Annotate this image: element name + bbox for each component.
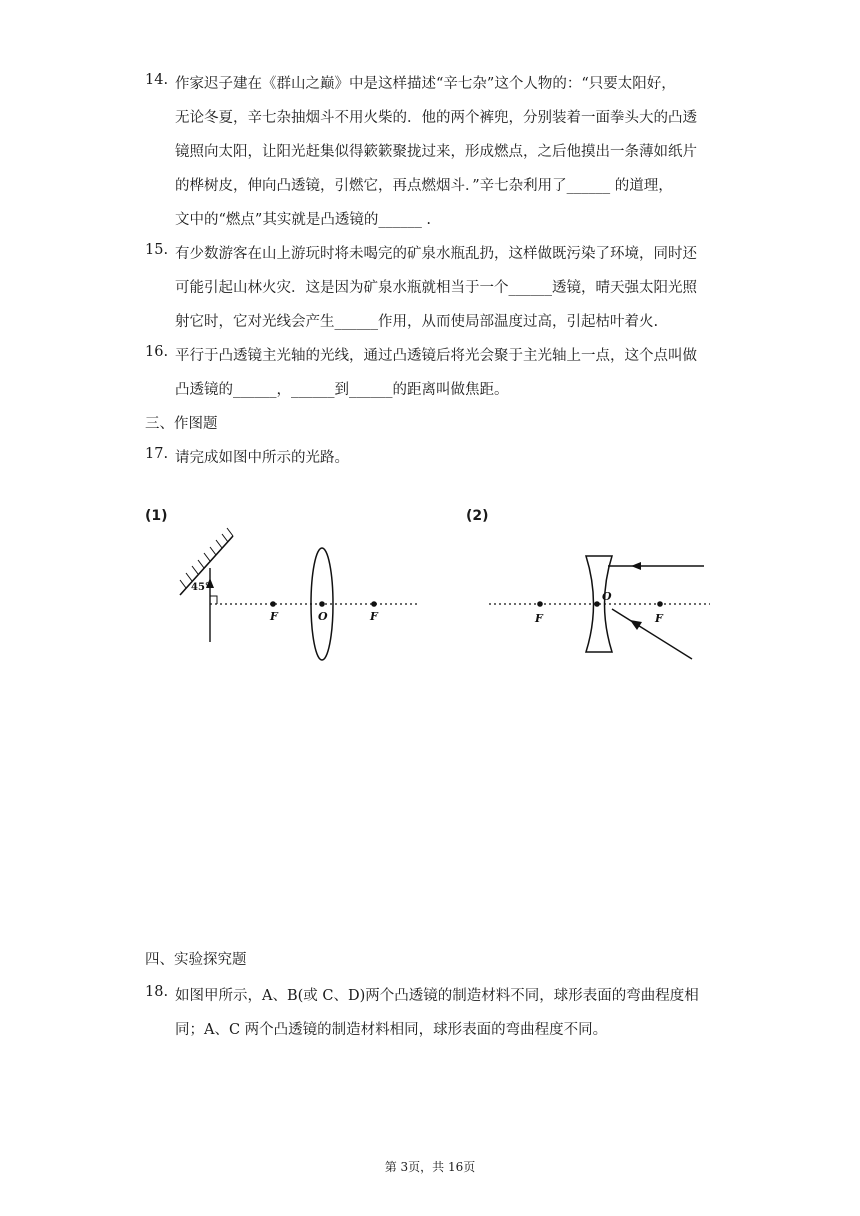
focus-label: F xyxy=(270,610,278,623)
optical-center xyxy=(319,601,325,607)
optics-figure xyxy=(0,520,860,720)
focus-point xyxy=(371,601,377,607)
section-heading-experiment: 四、实验探究题 xyxy=(145,952,247,968)
optical-center xyxy=(594,601,600,607)
question-number: 18. xyxy=(145,984,169,1000)
ray-arrow xyxy=(630,620,642,630)
question-number: 14. xyxy=(145,72,169,88)
question-text-line: 凸透镜的______，______到______的距离叫做焦距。 xyxy=(175,382,509,398)
question-text-line: 无论冬夏，辛七杂抽烟斗不用火柴的．他的两个裤兜，分别装着一面拳头大的凸透 xyxy=(175,110,697,126)
section-heading-drawing: 三、作图题 xyxy=(145,416,218,432)
question-text-line: 镜照向太阳，让阳光赶集似得簌簌聚拢过来，形成燃点，之后他摸出一条薄如纸片 xyxy=(175,144,697,160)
question-text-line: 有少数游客在山上游玩时将未喝完的矿泉水瓶乱扔，这样做既污染了环境，同时还 xyxy=(175,246,697,262)
page-footer: 第 3页，共 16页 xyxy=(384,1160,476,1174)
focus-point xyxy=(270,601,276,607)
focus-label: F xyxy=(655,612,663,625)
question-text-line: 的桦树皮，伸向凸透镜，引燃它，再点燃烟斗．”辛七杂利用了______ 的道理， xyxy=(175,178,673,194)
angle-label: 45° xyxy=(191,582,210,593)
question-text-line: 文中的“燃点”其实就是凸透镜的______ . xyxy=(175,212,432,228)
question-text-line: 可能引起山林火灾．这是因为矿泉水瓶就相当于一个______透镜，晴天强太阳光照 xyxy=(175,280,697,296)
question-number: 16. xyxy=(145,344,169,360)
question-text-line: 请完成如图中所示的光路。 xyxy=(175,450,349,466)
question-number: 15. xyxy=(145,242,169,258)
question-text-line: 作家迟子建在《群山之巅》中是这样描述“辛七杂”这个人物的：“只要太阳好， xyxy=(175,76,676,92)
focus-label: F xyxy=(370,610,378,623)
right-angle-mark xyxy=(210,596,217,604)
question-text-line: 同；A、C 两个凸透镜的制造材料相同，球形表面的弯曲程度不同。 xyxy=(175,1022,608,1038)
question-number: 17. xyxy=(145,446,169,462)
figure-2-concave-lens xyxy=(489,556,710,659)
focus-point xyxy=(537,601,543,607)
figure-label-1: (1) xyxy=(145,508,168,524)
figure-1-convex-lens xyxy=(180,528,418,660)
mirror-hatching xyxy=(180,528,233,588)
question-text-line: 平行于凸透镜主光轴的光线，通过凸透镜后将光会聚于主光轴上一点，这个点叫做 xyxy=(175,348,697,364)
center-label: O xyxy=(602,590,612,603)
focus-point xyxy=(657,601,663,607)
ray-arrow xyxy=(631,562,641,570)
question-text-line: 如图甲所示，A、B(或 C、D)两个凸透镜的制造材料不同，球形表面的弯曲程度相 xyxy=(175,988,699,1004)
incident-ray-oblique xyxy=(612,609,692,659)
figure-label-2: (2) xyxy=(466,508,489,524)
focus-label: F xyxy=(535,612,543,625)
center-label: O xyxy=(318,610,328,623)
question-text-line: 射它时，它对光线会产生______作用，从而使局部温度过高，引起枯叶着火. xyxy=(175,314,659,330)
